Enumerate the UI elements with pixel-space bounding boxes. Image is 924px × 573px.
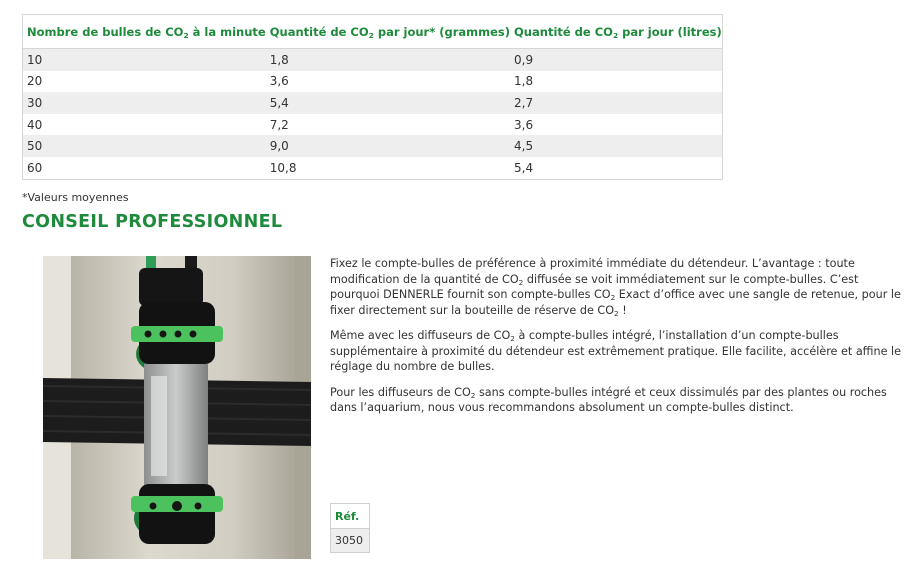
table-cell: 3,6 bbox=[514, 117, 534, 132]
table-cell: 0,9 bbox=[510, 49, 722, 71]
table-cell: 40 bbox=[27, 117, 43, 132]
table-cell: 60 bbox=[27, 160, 43, 175]
table-row bbox=[23, 71, 723, 93]
section-title: CONSEIL PROFESSIONNEL bbox=[22, 212, 283, 232]
table-cell: 7,2 bbox=[269, 117, 289, 132]
table-cell: 30 bbox=[23, 92, 266, 114]
table-cell: 1,8 bbox=[514, 74, 534, 89]
bubble-counter-photo bbox=[43, 256, 311, 559]
footnote: *Valeurs moyennes bbox=[22, 191, 129, 204]
table-cell: 5,4 bbox=[266, 92, 510, 114]
advice-text bbox=[330, 256, 910, 426]
table-cell: 10,8 bbox=[269, 160, 297, 175]
table-row bbox=[23, 92, 723, 114]
table-cell: 50 bbox=[23, 135, 266, 157]
ref-label: Réf. bbox=[331, 504, 370, 529]
reference-table bbox=[330, 503, 370, 553]
table-row bbox=[23, 49, 723, 71]
table-row bbox=[23, 114, 723, 136]
table-row bbox=[23, 135, 723, 157]
paragraph: Même avec les diffuseurs de $CO_2$ à compte-bulles intégré, l’installation d’un compte-bulles supplémentaire à proximité du détendeur est extrêmement pratique. Elle facilite, accélère et affine le réglage du nombre de bulles. bbox=[330, 329, 902, 373]
header-liters-per-day: Quantité de $CO_2$ par jour (litres) bbox=[510, 15, 722, 49]
table-row bbox=[23, 157, 723, 179]
table-cell: 10 bbox=[23, 49, 266, 71]
header-bubbles-per-minute: Nombre de bulles de $CO_2$ à la minute bbox=[23, 15, 266, 49]
co2-bubble-table bbox=[22, 14, 723, 180]
ref-value: 3050 bbox=[331, 529, 370, 553]
table-cell: 3,6 bbox=[269, 74, 289, 89]
table-cell: 4,5 bbox=[510, 135, 722, 157]
header-grams-per-day: Quantité de $CO_2$ par jour* (grammes) bbox=[266, 15, 510, 49]
table-header-row bbox=[23, 15, 723, 49]
table-cell: 5,4 bbox=[514, 160, 534, 175]
table-cell: 2,7 bbox=[510, 92, 722, 114]
table-cell: 9,0 bbox=[266, 135, 510, 157]
table-cell: 1,8 bbox=[266, 49, 510, 71]
paragraph: Pour les diffuseurs de $CO_2$ sans compte-bulles intégré et ceux dissimulés par des plantes ou roches dans l’aquarium, nous vous recommandons absolument un compte-bulles distinct. bbox=[330, 385, 887, 414]
table-cell: 20 bbox=[27, 74, 43, 89]
paragraph: Fixez le compte-bulles de préférence à proximité immédiate du détendeur. L’avantage : toute modification de la quantité de $CO_2$ diffusée se voit immédiatement sur le compte-bulles. C’est pourquoi DENNERLE fournit son compte-bulles $CO_2$ Exact d’office avec une sangle de retenue, pour le fixer directement sur la bouteille de réserve de $CO_2$ ! bbox=[330, 257, 901, 318]
